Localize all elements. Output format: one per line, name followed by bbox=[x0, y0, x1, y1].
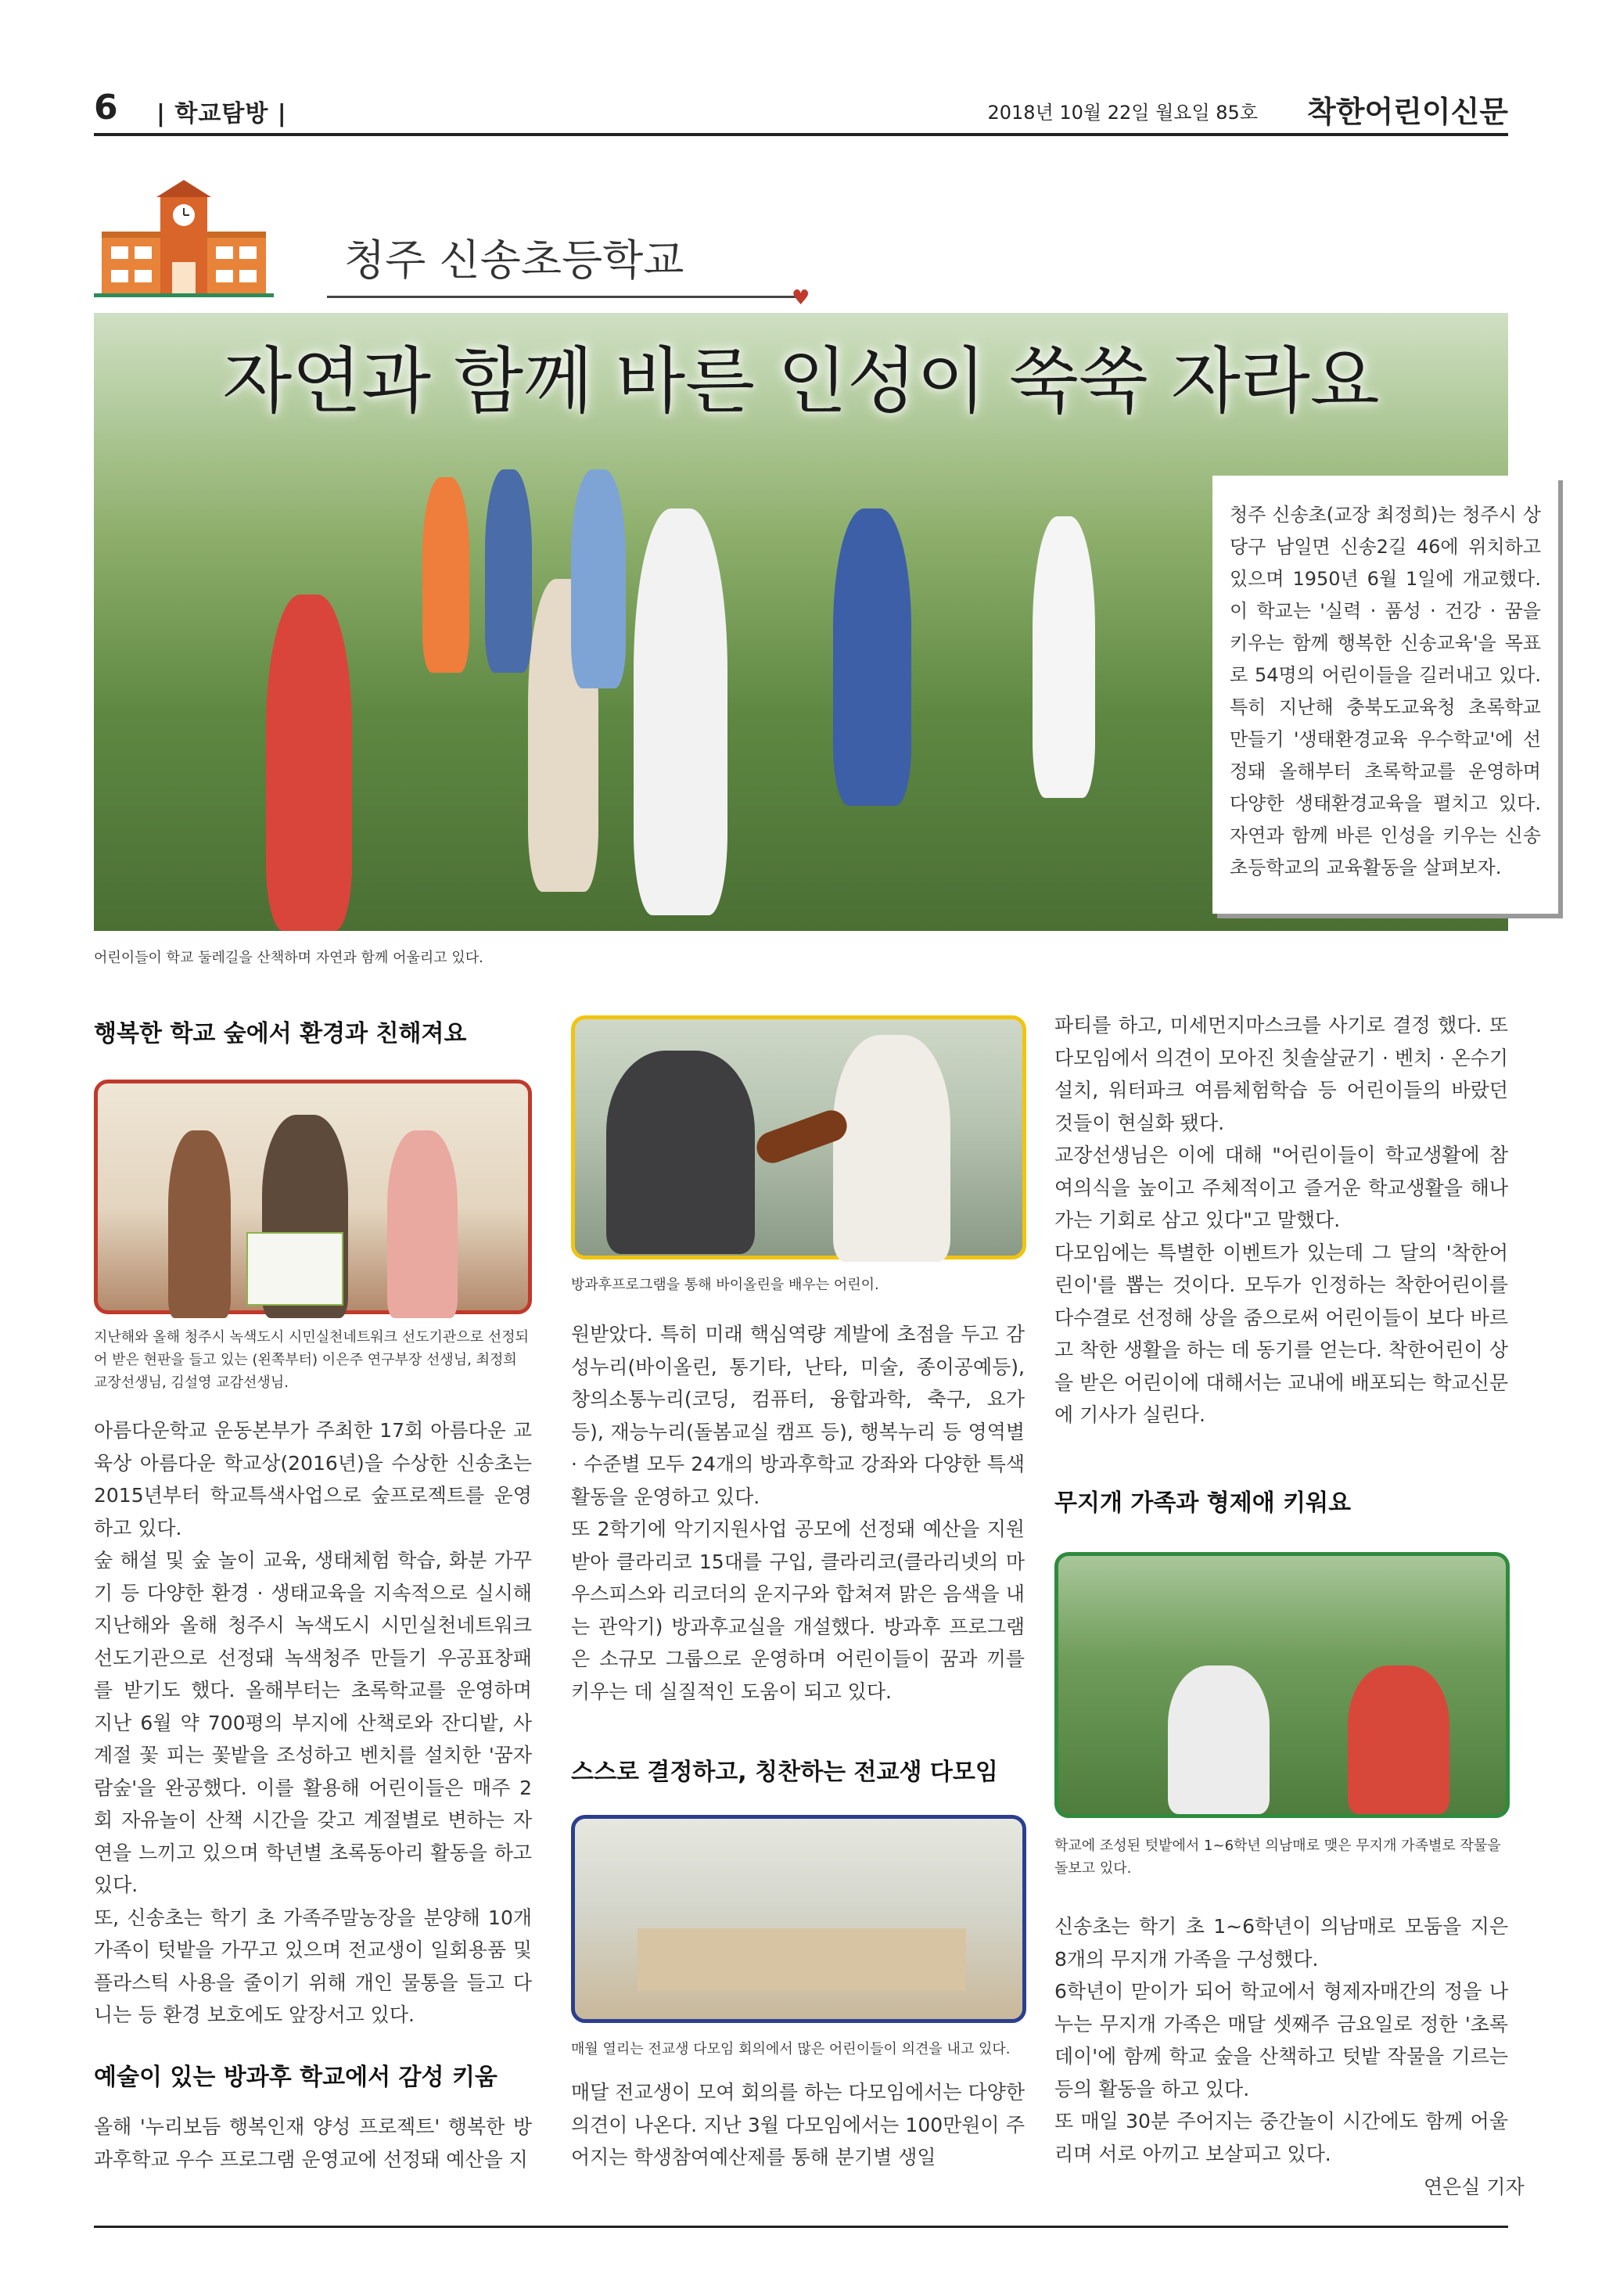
photo-violin bbox=[571, 1015, 1026, 1259]
photo2-caption: 방과후프로그램을 통해 바이올린을 배우는 어린이. bbox=[571, 1277, 879, 1293]
child-figure bbox=[571, 469, 626, 688]
teacher-figure bbox=[606, 1051, 755, 1254]
hero-caption: 어린이들이 학교 둘레길을 산책하며 자연과 함께 어울리고 있다. bbox=[94, 950, 483, 966]
photo3-caption: 매월 열리는 전교생 다모임 회의에서 많은 어린이들이 의견을 내고 있다. bbox=[571, 2041, 1011, 2057]
article-text-rainbow: 신송초는 학기 초 1~6학년이 의남매로 모둠을 지은 8개의 무지개 가족을 구성했다. 6학년이 맏이가 되어 학교에서 형제자매간의 정을 나누는 무지개 가족은 매달 셋째주 금요일로 정한 '초록데이'에 함께 학교 숲을 산책하고 텃밭 작물을 기르는 등의 활동을 하고 있다. 또 매일 30분 주어지는 중간놀이 시간에도 함께 어울리며 서로 아끼고 보살피고 있다. bbox=[1054, 1915, 1508, 2165]
child-figure bbox=[833, 508, 911, 806]
page-number: 6 bbox=[94, 88, 118, 128]
child-figure bbox=[266, 595, 352, 931]
article-text-forest: 아름다운학교 운동본부가 주최한 17회 아름다운 교육상 아름다운 학교상(2016년)을 수상한 신송초는 2015년부터 학교특색사업으로 숲프로젝트를 운영하고 있다. 숲 해설 및 숲 놀이 교육, 생태체험 학습, 화분 가꾸기 등 다양한 환경 · 생태교육을 지속적으로 실시해 지난해와 올해 청주시 녹색도시 시민실천네트워크 선도기관으로 선정돼 녹색청주 만들기 우공표창패를 받기도 했다. 올해부터는 초록학교를 운영하며 지난 6월 약 700평의 부지에 산책로와 잔디밭, 사계절 꽃 피는 꽃밭을 조성하고 벤치를 설치한 '꿈자람숲'을 완공했다. 이를 활용해 어린이들은 매주 2회 자유놀이 산책 시간을 갖고 계절별로 변하는 자연을 느끼고 있으며 학년별 초록동아리 활동을 하고 있다. 또, 신송초는 학기 초 가족주말농장을 분양해 10개 가족이 텃밭을 가꾸고 있으며 전교생이 일회용품 및 플라스틱 사용을 줄이기 위해 개인 물통을 들고 다니는 등 환경 보호에도 앞장서고 있다. bbox=[94, 1419, 532, 2026]
photo-garden bbox=[1054, 1552, 1510, 1818]
paper-name: 착한어린이신문 bbox=[1307, 95, 1508, 129]
child-figure bbox=[1168, 1665, 1270, 1814]
child-figure bbox=[422, 477, 469, 673]
child-figure bbox=[634, 508, 727, 915]
meeting-table bbox=[638, 1928, 966, 1991]
heading-assembly: 스스로 결정하고, 칭찬하는 전교생 다모임 bbox=[571, 1759, 998, 1786]
heading-forest: 행복한 학교 숲에서 환경과 친해져요 bbox=[94, 1020, 467, 1047]
school-name-rule bbox=[327, 296, 796, 298]
byline: 연은실 기자 bbox=[1424, 2176, 1525, 2198]
heading-afterschool: 예술이 있는 방과후 학교에서 감성 키움 bbox=[94, 2064, 497, 2091]
article-text-afterschool: 원받았다. 특히 미래 핵심역량 계발에 초점을 두고 감성누리(바이올린, 통기타, 난타, 미술, 종이공예등), 창의소통누리(코딩, 컴퓨터, 융합과학, 축구, 요가 등), 재능누리(돌봄교실 캠프 등), 행복누리 등 영역별 · 수준별 모두 24개의 방과후학교 강좌와 다양한 특색활동을 운영하고 있다. 또 2학기에 악기지원사업 공모에 선정돼 예산을 지원받아 클라리코 15대를 구입, 클라리코(클라리넷의 마우스피스와 리코더의 운지구와 합쳐져 맑은 음색을 내는 관악기) 방과후교실을 개설했다. 방과후 프로그램은 소규모 그룹으로 운영하며 어린이들이 꿈과 끼를 키우는 데 실질적인 도움이 되고 있다. bbox=[571, 1323, 1025, 1703]
heart-icon: ♥ bbox=[792, 286, 810, 310]
hero-photo bbox=[94, 313, 1541, 931]
photo-assembly bbox=[571, 1815, 1026, 2023]
intro-box: 청주 신송초(교장 최정희)는 청주시 상당구 남일면 신송2길 46에 위치하고 있으며 1950년 6월 1일에 개교했다. 이 학교는 '실력 · 품성 · 건강 · 꿈을 키우는 함께 행복한 신송교육'을 목표로 54명의 어린이들을 길러내고 있다. 특히 지난해 충북도교육청 초록학교 만들기 '생태환경교육 우수학교'에 선정돼 올해부터 초록학교를 운영하며 다양한 생태환경교육을 펼치고 있다. 자연과 함께 바른 인성을 키우는 신송초등학교의 교육활동을 살펴보자. bbox=[1212, 476, 1558, 914]
child-figure bbox=[485, 469, 532, 673]
headline: 자연과 함께 바른 인성이 쑥쑥 자라요 bbox=[222, 340, 1380, 423]
section-label: | 학교탐방 | bbox=[156, 100, 287, 128]
child-figure bbox=[1033, 516, 1095, 798]
person-figure bbox=[168, 1130, 231, 1318]
plaque bbox=[246, 1232, 343, 1306]
article-text-assembly: 매달 전교생이 모여 회의를 하는 다모임에서는 다양한 의견이 나온다. 지난 3월 다모임에서는 100만원이 주어지는 학생참여예산제를 통해 분기별 생일 bbox=[571, 2081, 1025, 2168]
footer-rule bbox=[94, 2226, 1508, 2228]
person-figure bbox=[387, 1130, 458, 1318]
heading-rainbow: 무지개 가족과 형제애 키워요 bbox=[1054, 1489, 1352, 1517]
dateline: 2018년 10월 22일 월요일 85호 bbox=[987, 102, 1258, 124]
school-name: 청주 신송초등학교 bbox=[344, 235, 684, 285]
header-rule bbox=[94, 133, 1508, 136]
photo4-caption: 학교에 조성된 텃밭에서 1~6학년 의남매로 맺은 무지개 가족별로 작물을 돌보고 있다. bbox=[1054, 1838, 1501, 1877]
photo1-caption: 지난해와 올해 청주시 녹색도시 시민실천네트워크 선도기관으로 선정되어 받은 현판을 들고 있는 (왼쪽부터) 이은주 연구부장 선생님, 최정희 교장선생님, 김설영 교감선생님. bbox=[94, 1329, 529, 1391]
article-text-assembly-cont: 파티를 하고, 미세먼지마스크를 사기로 결정 했다. 또 다모임에서 의견이 모아진 칫솔살균기 · 벤치 · 온수기 설치, 워터파크 여름체험학습 등 어린이들의 바랐던 것들이 현실화 됐다. 교장선생님은 이에 대해 "어린이들이 학교생활에 참여의식을 높이고 주체적이고 즐거운 학교생활을 해나가는 기회로 삼고 있다"고 말했다. 다모임에는 특별한 이벤트가 있는데 그 달의 '착한어린이'를 뽑는 것이다. 모두가 인정하는 착한어린이를 다수결로 선정해 상을 줌으로써 어린이들이 보다 바르고 착한 생활을 하는 데 동기를 얻는다. 착한어린이 상을 받은 어린이에 대해서는 교내에 배포되는 학교신문에 기사가 실린다. bbox=[1054, 1014, 1508, 1426]
photo-plaque-teachers bbox=[94, 1080, 532, 1314]
child-figure bbox=[1348, 1665, 1449, 1814]
school-building-icon bbox=[94, 180, 274, 297]
child-figure bbox=[833, 1035, 950, 1262]
article-text-afterschool-start: 올해 '누리보듬 행복인재 양성 프로젝트' 행복한 방과후학교 우수 프로그램 운영교에 선정돼 예산을 지 bbox=[94, 2115, 532, 2171]
